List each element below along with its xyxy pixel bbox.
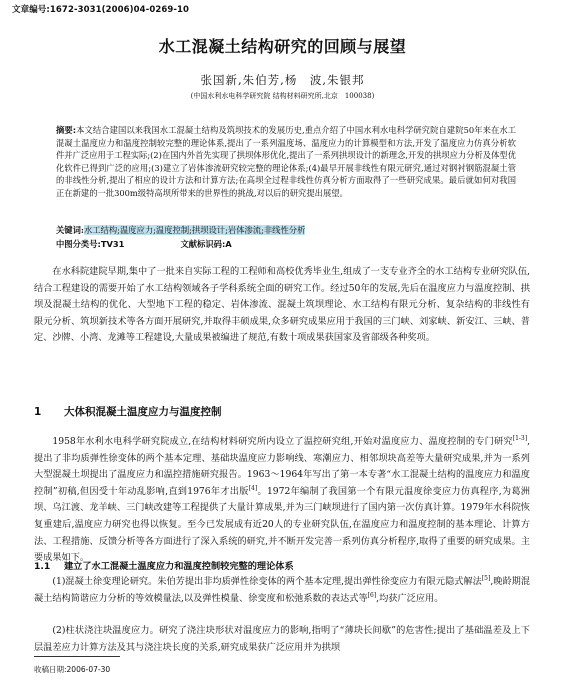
article-id: 文章编号:1672-3031(2006)04-0269-10 xyxy=(12,5,190,15)
section-text-c: 。1972年编制了我国第一个有限元温度徐变应力仿真程序,为葛洲坝、乌江渡、龙羊峡、三门峡改建等工程提供了大量计算成果,并为三门峡坝进行了国内第一次仿真计算。1979年水科院恢复重建后,温度应力研究也得以恢复。至今已发展成有近20人的专业研究队伍,在温度应力和温度控制的基本理论、计算方法、工程措施、反馈分析等各方面进行了深入系统的研究,并不断开发完善一系列仿真分析程序,取得了重要的研究成果。主要成果如下。 xyxy=(34,485,530,564)
clc-value: TV31 xyxy=(100,239,125,249)
keywords-text[interactable]: 水工结构;温度应力;温度控制;拱坝设计;岩体渗流;非线性分析 xyxy=(83,225,306,235)
citation: [4] xyxy=(248,484,258,492)
doc-code-value: A xyxy=(225,239,232,249)
subsection-item-1 xyxy=(34,574,530,607)
affiliation: (中国水利水电科学研究院 结构材料研究所,北京 100038) xyxy=(190,92,375,100)
received-date-footnote: 收稿日期:2006-07-30 xyxy=(34,665,111,674)
item1-text-c: ,均获广泛应用。 xyxy=(376,592,444,604)
footnote-rule xyxy=(34,656,120,657)
subsection-heading xyxy=(34,558,294,572)
section-text-a: 1958年水利水电科学研究院成立,在结构材料研究所内设立了温控研究组,开始对温度应力、温度控制的专门研究 xyxy=(52,436,513,447)
item1-text-a: (1)混凝土徐变理论研究。朱伯芳提出非均质弹性徐变体的两个基本定理,提出弹性徐变应力有限元隐式解法 xyxy=(52,576,482,587)
abstract xyxy=(56,124,516,200)
citation: [6] xyxy=(367,591,377,599)
authors: 张国新,朱伯芳,杨 波,朱银邦 xyxy=(200,73,365,87)
paper-title: 水工混凝土结构研究的回顾与展望 xyxy=(158,37,407,56)
doc-code-label: 文献标识码: xyxy=(180,239,226,249)
section-heading xyxy=(34,404,222,419)
subsection-title: 建立了水工混凝土温度应力和温度控制较完整的理论体系 xyxy=(64,561,294,572)
intro-paragraph: 在水科院建院早期,集中了一批来自实际工程的工程师和高校优秀毕业生,组成了一支专业齐全的水工结构专业研究队伍,结合工程建设的需要开始了水工结构领域各子学科系统全面的研究工作。经过50年的发展,先后在温度应力与温度控制、拱坝及混凝土结构的优化、大型地下工程的稳定、岩体渗流、混凝土筑坝理论、水工结构有限元分析、复杂结构的非线性有限元分析、筑坝新技术等各方面开展研究,并取得丰硕成果,众多研究成果应用于我国的三门峡、刘家峡、新安江、三峡、普定、沙牌、小湾、龙滩等工程建设,大量成果被编进了规范,有数十项成果获国家及省部级各种奖项。 xyxy=(34,266,530,344)
subsection-number: 1.1 xyxy=(34,561,51,572)
section-title: 大体积混凝土温度应力与温度控制 xyxy=(64,406,222,418)
clc-label: 中图分类号: xyxy=(56,239,101,249)
subsection-item-2: (2)柱状浇注块温度应力。研究了浇注块形状对温度应力的影响,指明了“薄块长间歇”的危害性;提出了基础温差及上下层温差应力计算方法及其与浇注块长度的关系,研究成果获广泛应用并为拱坝 xyxy=(34,625,530,653)
section-text-b: ,提出了非均质弹性徐变体的两个基本定理、基础块温度应力影响线、寒潮应力、相邻坝块高差等大量研究成果,并为一系列大型混凝土坝提出了温度应力和温控措施研究报告。1963～1964年写出了第一本专著“水工混凝土结构的温度应力和温度控制”初稿,但因受十年动乱影响,直到1976年才出版 xyxy=(34,436,530,497)
abstract-text: 本文结合建国以来我国水工混凝土结构及筑坝技术的发展历史,重点介绍了中国水利水电科学研究院自建院50年来在水工混凝土温度应力和温度控制较完整的理论体系,提出了一系列温度场、温度应力的计算模型和方法,开发了温度应力仿真分析软件并广泛应用于工程实际;(2)在国内外首先实现了拱坝体形优化,提出了一系列拱坝设计的新理念,开发的拱坝应力分析及体型优化软件已得到广泛的应用;(3)建立了岩体渗流研究较完整的理论体系;(4)最早开展非线性有限元研究,通过对钢衬钢筋混凝土管的非线性分析,提出了相应的设计方法和计算方法;在高坝全过程非线性仿真分析方面取得了一些研究成果。最后就如何对我国正在新建的一批300m级特高坝所带来的世界性的挑战,对以后的研究提出展望。 xyxy=(56,125,517,198)
abstract-label: 摘要: xyxy=(56,125,77,135)
classification-line xyxy=(56,238,232,250)
section-paragraph xyxy=(34,434,530,567)
keywords-label: 关键词: xyxy=(56,225,84,235)
keywords xyxy=(56,224,305,236)
citation: [5] xyxy=(481,574,491,582)
citation: [1-3] xyxy=(512,434,528,442)
item1-text-b: ,晚龄期混凝土结构简谐应力分析的等效模量法,以及弹性模量、徐变度和松弛系数的表达式等 xyxy=(34,576,531,604)
section-number: 1 xyxy=(34,406,42,418)
